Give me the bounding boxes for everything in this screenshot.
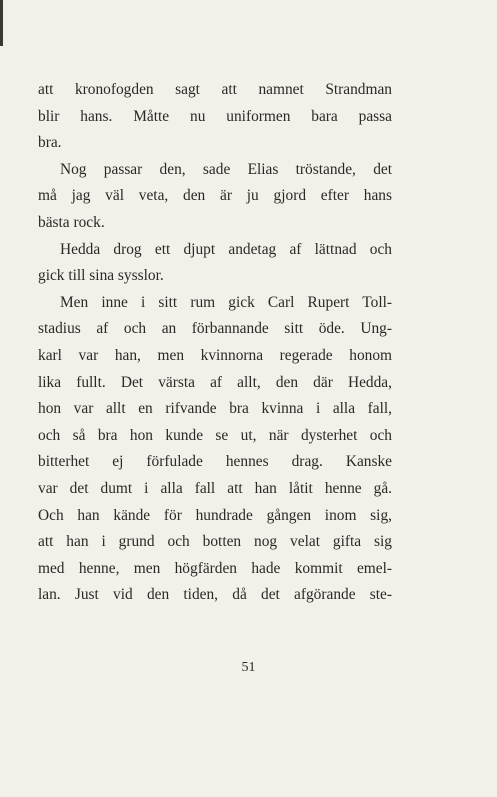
text-line: att han i grund och botten nog velat gifta sig	[38, 533, 392, 551]
page-number: 51	[241, 660, 256, 675]
text-line: bästa rock.	[38, 213, 105, 231]
text-line: karl var han, men kvinnorna regerade honom	[38, 346, 392, 364]
text-line: och så bra hon kunde se ut, när dysterhet och	[38, 426, 392, 444]
text-line: stadius af och an förbannande sitt öde. Ung-	[38, 320, 392, 338]
text-line: lika fullt. Det värsta af allt, den där Hedda,	[38, 373, 392, 391]
text-line: må jag väl veta, den är ju gjord efter hans	[38, 187, 392, 205]
text-line: bitterhet ej förfulade hennes drag. Kanske	[38, 453, 392, 471]
text-line: att kronofogden sagt att namnet Strandman	[38, 81, 392, 98]
body-text	[38, 77, 392, 609]
text-line: Hedda drog ett djupt andetag af lättnad och	[60, 240, 392, 258]
text-line: var det dumt i alla fall att han låtit henne gå.	[38, 479, 392, 497]
text-line: Men inne i sitt rum gick Carl Rupert Toll-	[60, 293, 392, 311]
text-line: Och han kände för hundrade gången inom sig,	[38, 506, 392, 524]
text-line: bra.	[38, 134, 62, 152]
text-line: hon var allt en rifvande bra kvinna i alla fall,	[38, 400, 392, 418]
text-line: gick till sina sysslor.	[38, 267, 164, 285]
scan-edge-mark	[0, 0, 3, 46]
text-line: Nog passar den, sade Elias tröstande, det	[60, 160, 392, 178]
text-line: blir hans. Måtte nu uniformen bara passa	[38, 107, 392, 125]
text-line: lan. Just vid den tiden, då det afgörande ste-	[38, 586, 392, 604]
text-line: med henne, men högfärden hade kommit emel-	[38, 559, 392, 577]
